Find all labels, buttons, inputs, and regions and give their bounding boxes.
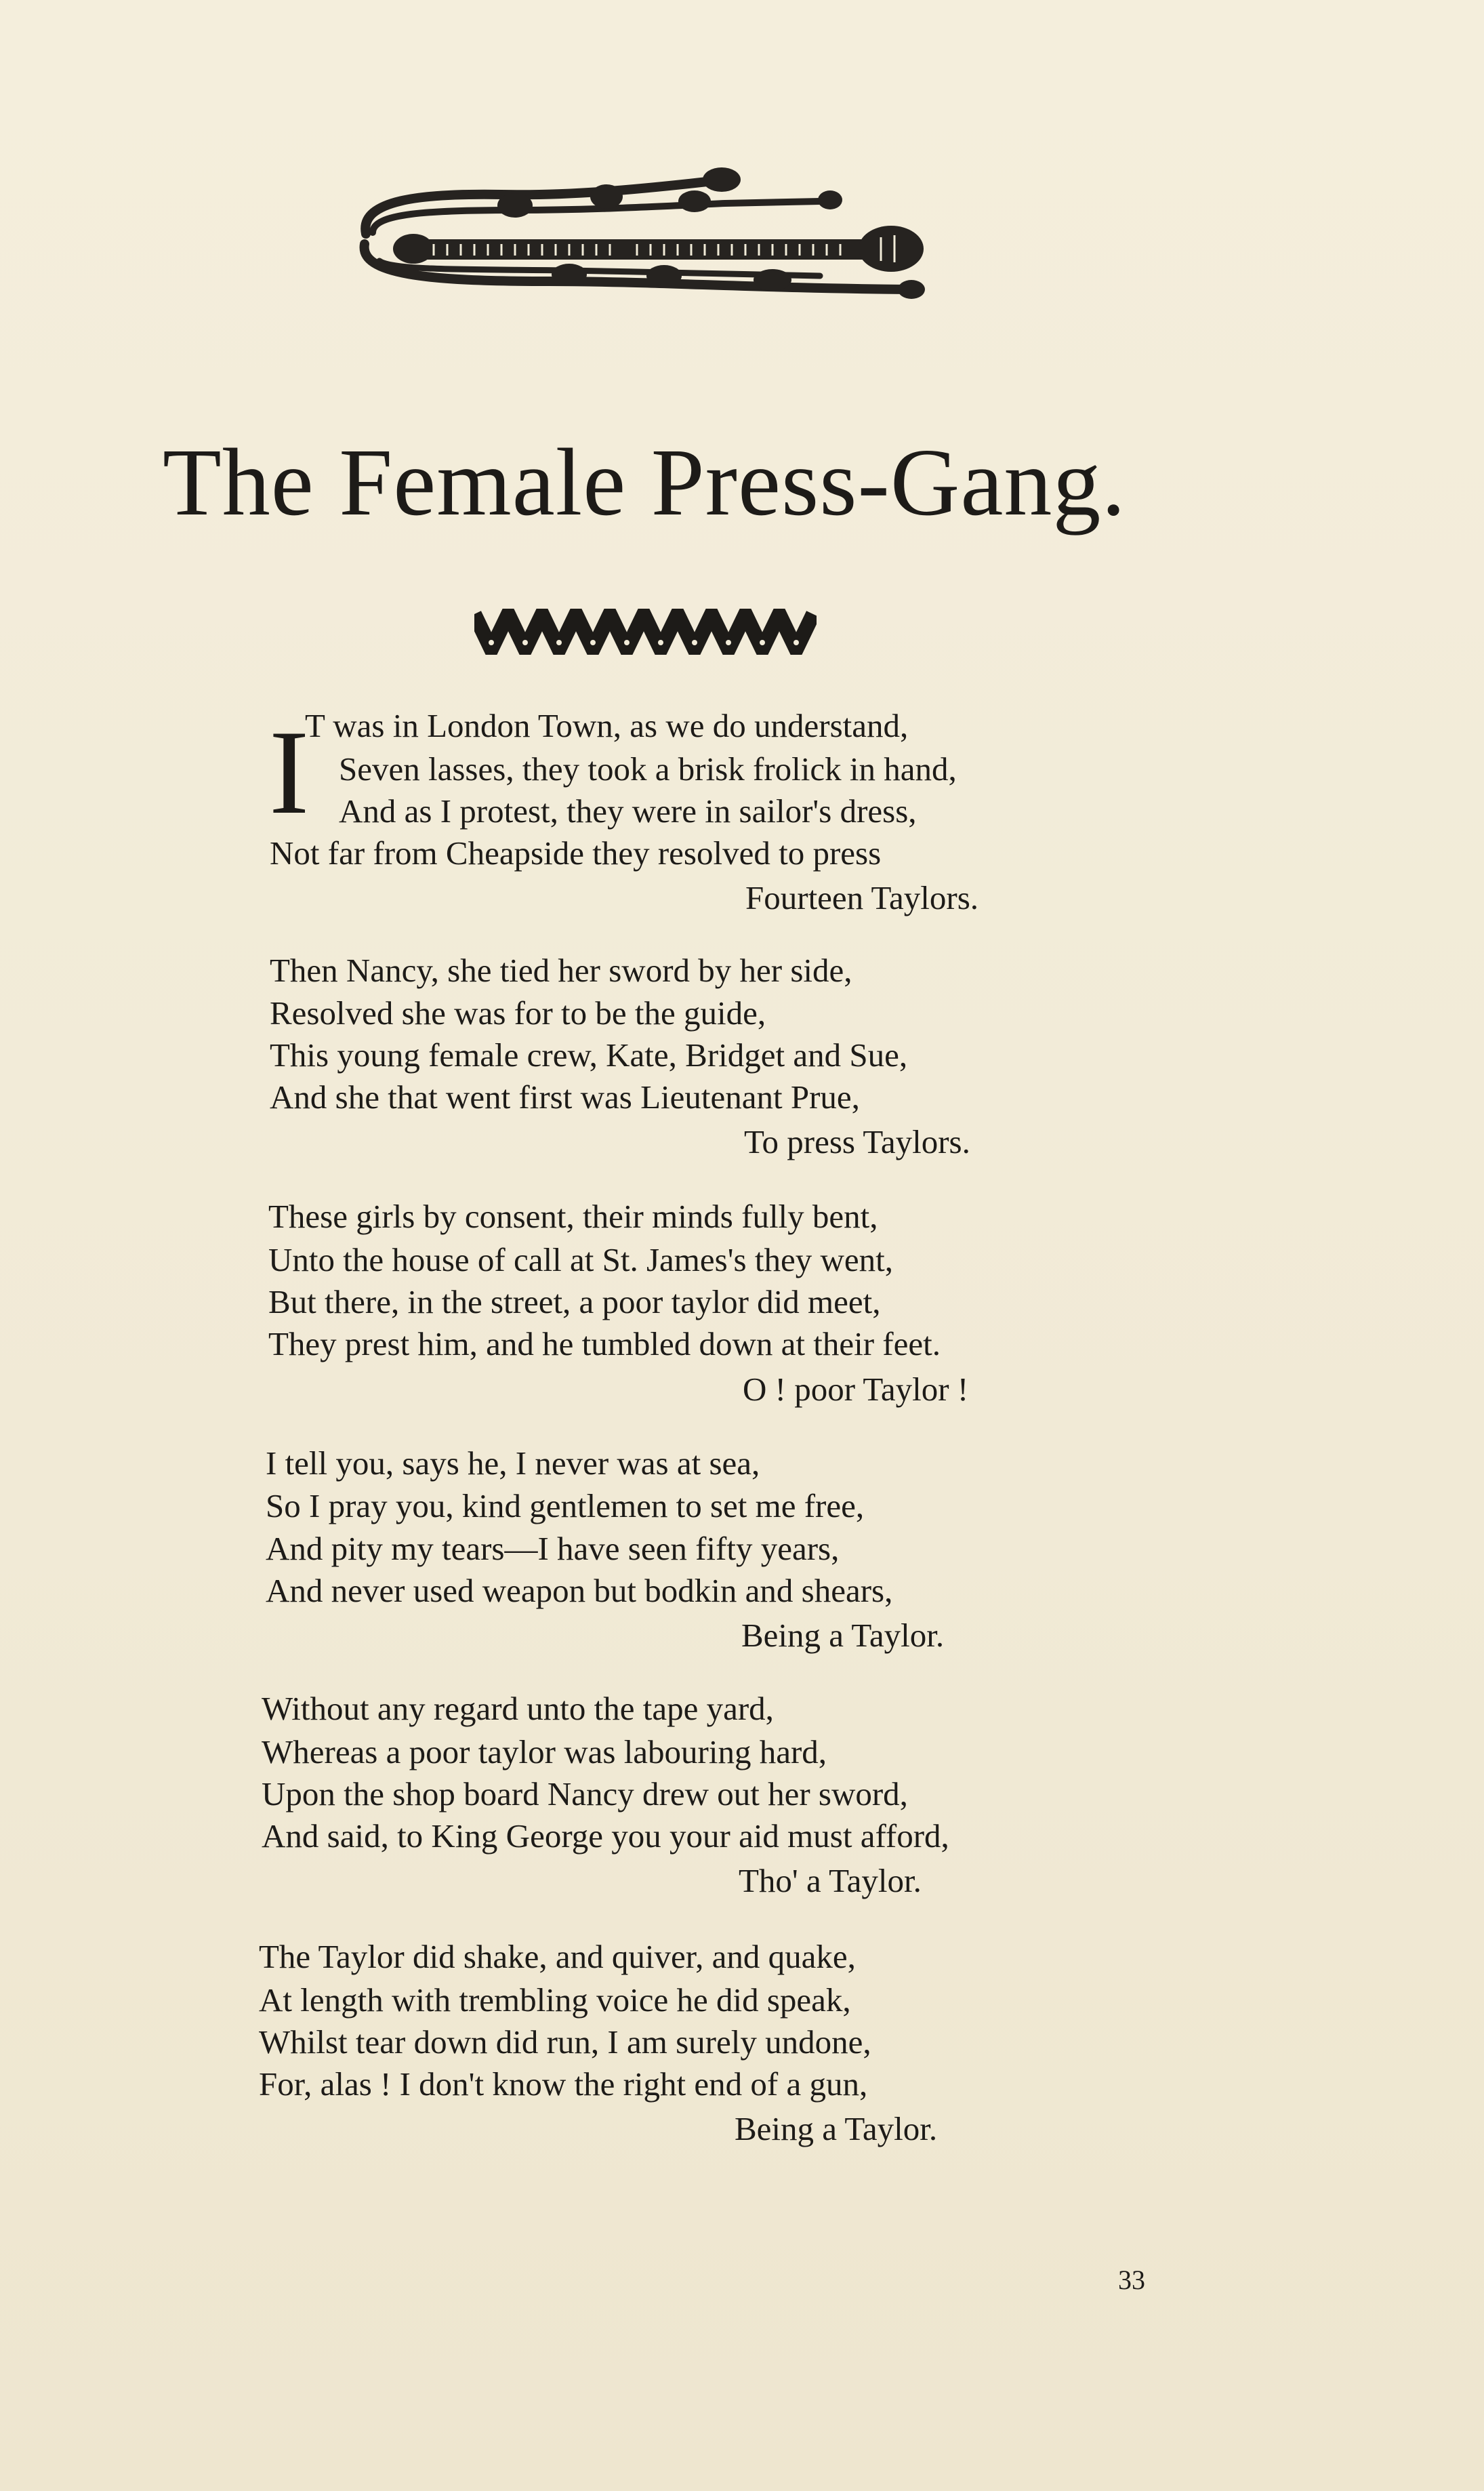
- poem-line: Not far from Cheapside they resolved to press: [270, 834, 882, 872]
- poem-refrain: Fourteen Taylors.: [745, 879, 979, 916]
- page-number: 33: [1118, 2265, 1145, 2295]
- poem-line: The Taylor did shake, and quiver, and quake,: [259, 1938, 856, 1975]
- poem-line: And pity my tears—I have seen fifty years,: [266, 1530, 840, 1567]
- poem-line: Seven lasses, they took a brisk frolick in hand,: [339, 750, 957, 788]
- poem-line: They prest him, and he tumbled down at their feet.: [268, 1325, 941, 1362]
- poem-line: And said, to King George you your aid must afford,: [262, 1817, 949, 1855]
- poem-line: But there, in the street, a poor taylor did meet,: [268, 1283, 881, 1320]
- poem-title: The Female Press-Gang.: [163, 428, 1126, 535]
- poem-line: This young female crew, Kate, Bridget and Sue,: [270, 1036, 908, 1074]
- poem-line: At length with trembling voice he did speak,: [259, 1981, 851, 2019]
- poem-refrain: Being a Taylor.: [741, 1617, 945, 1654]
- poem-line: These girls by consent, their minds fully bent,: [268, 1198, 878, 1235]
- poem-line: Then Nancy, she tied her sword by her side,: [270, 952, 852, 989]
- poem-line: Unto the house of call at St. James's they went,: [268, 1241, 893, 1278]
- poem-refrain: Tho' a Taylor.: [739, 1862, 922, 1899]
- poem-line: So I pray you, kind gentlemen to set me free,: [266, 1487, 865, 1524]
- poem-refrain: To press Taylors.: [744, 1123, 970, 1160]
- drop-cap: I: [269, 705, 310, 839]
- poem-line: And never used weapon but bodkin and shears,: [266, 1572, 893, 1609]
- poem-line: Whereas a poor taylor was labouring hard,: [262, 1733, 827, 1770]
- poem-line: Resolved she was for to be the guide,: [270, 994, 766, 1032]
- poem-line: And as I protest, they were in sailor's dress,: [339, 792, 917, 830]
- poem-line: And she that went first was Lieutenant Prue,: [270, 1078, 860, 1116]
- poem-line: Without any regard unto the tape yard,: [262, 1690, 774, 1727]
- poem-line: I tell you, says he, I never was at sea,: [266, 1444, 760, 1482]
- poem-refrain: O ! poor Taylor !: [743, 1371, 969, 1408]
- poem-line: Whilst tear down did run, I am surely undone,: [259, 2023, 871, 2061]
- poem-line: T was in London Town, as we do understand,: [305, 707, 909, 744]
- poem-line: For, alas ! I don't know the right end of a gun,: [259, 2065, 868, 2103]
- poem-refrain: Being a Taylor.: [735, 2110, 938, 2147]
- poem-line: Upon the shop board Nancy drew out her sword,: [262, 1775, 908, 1812]
